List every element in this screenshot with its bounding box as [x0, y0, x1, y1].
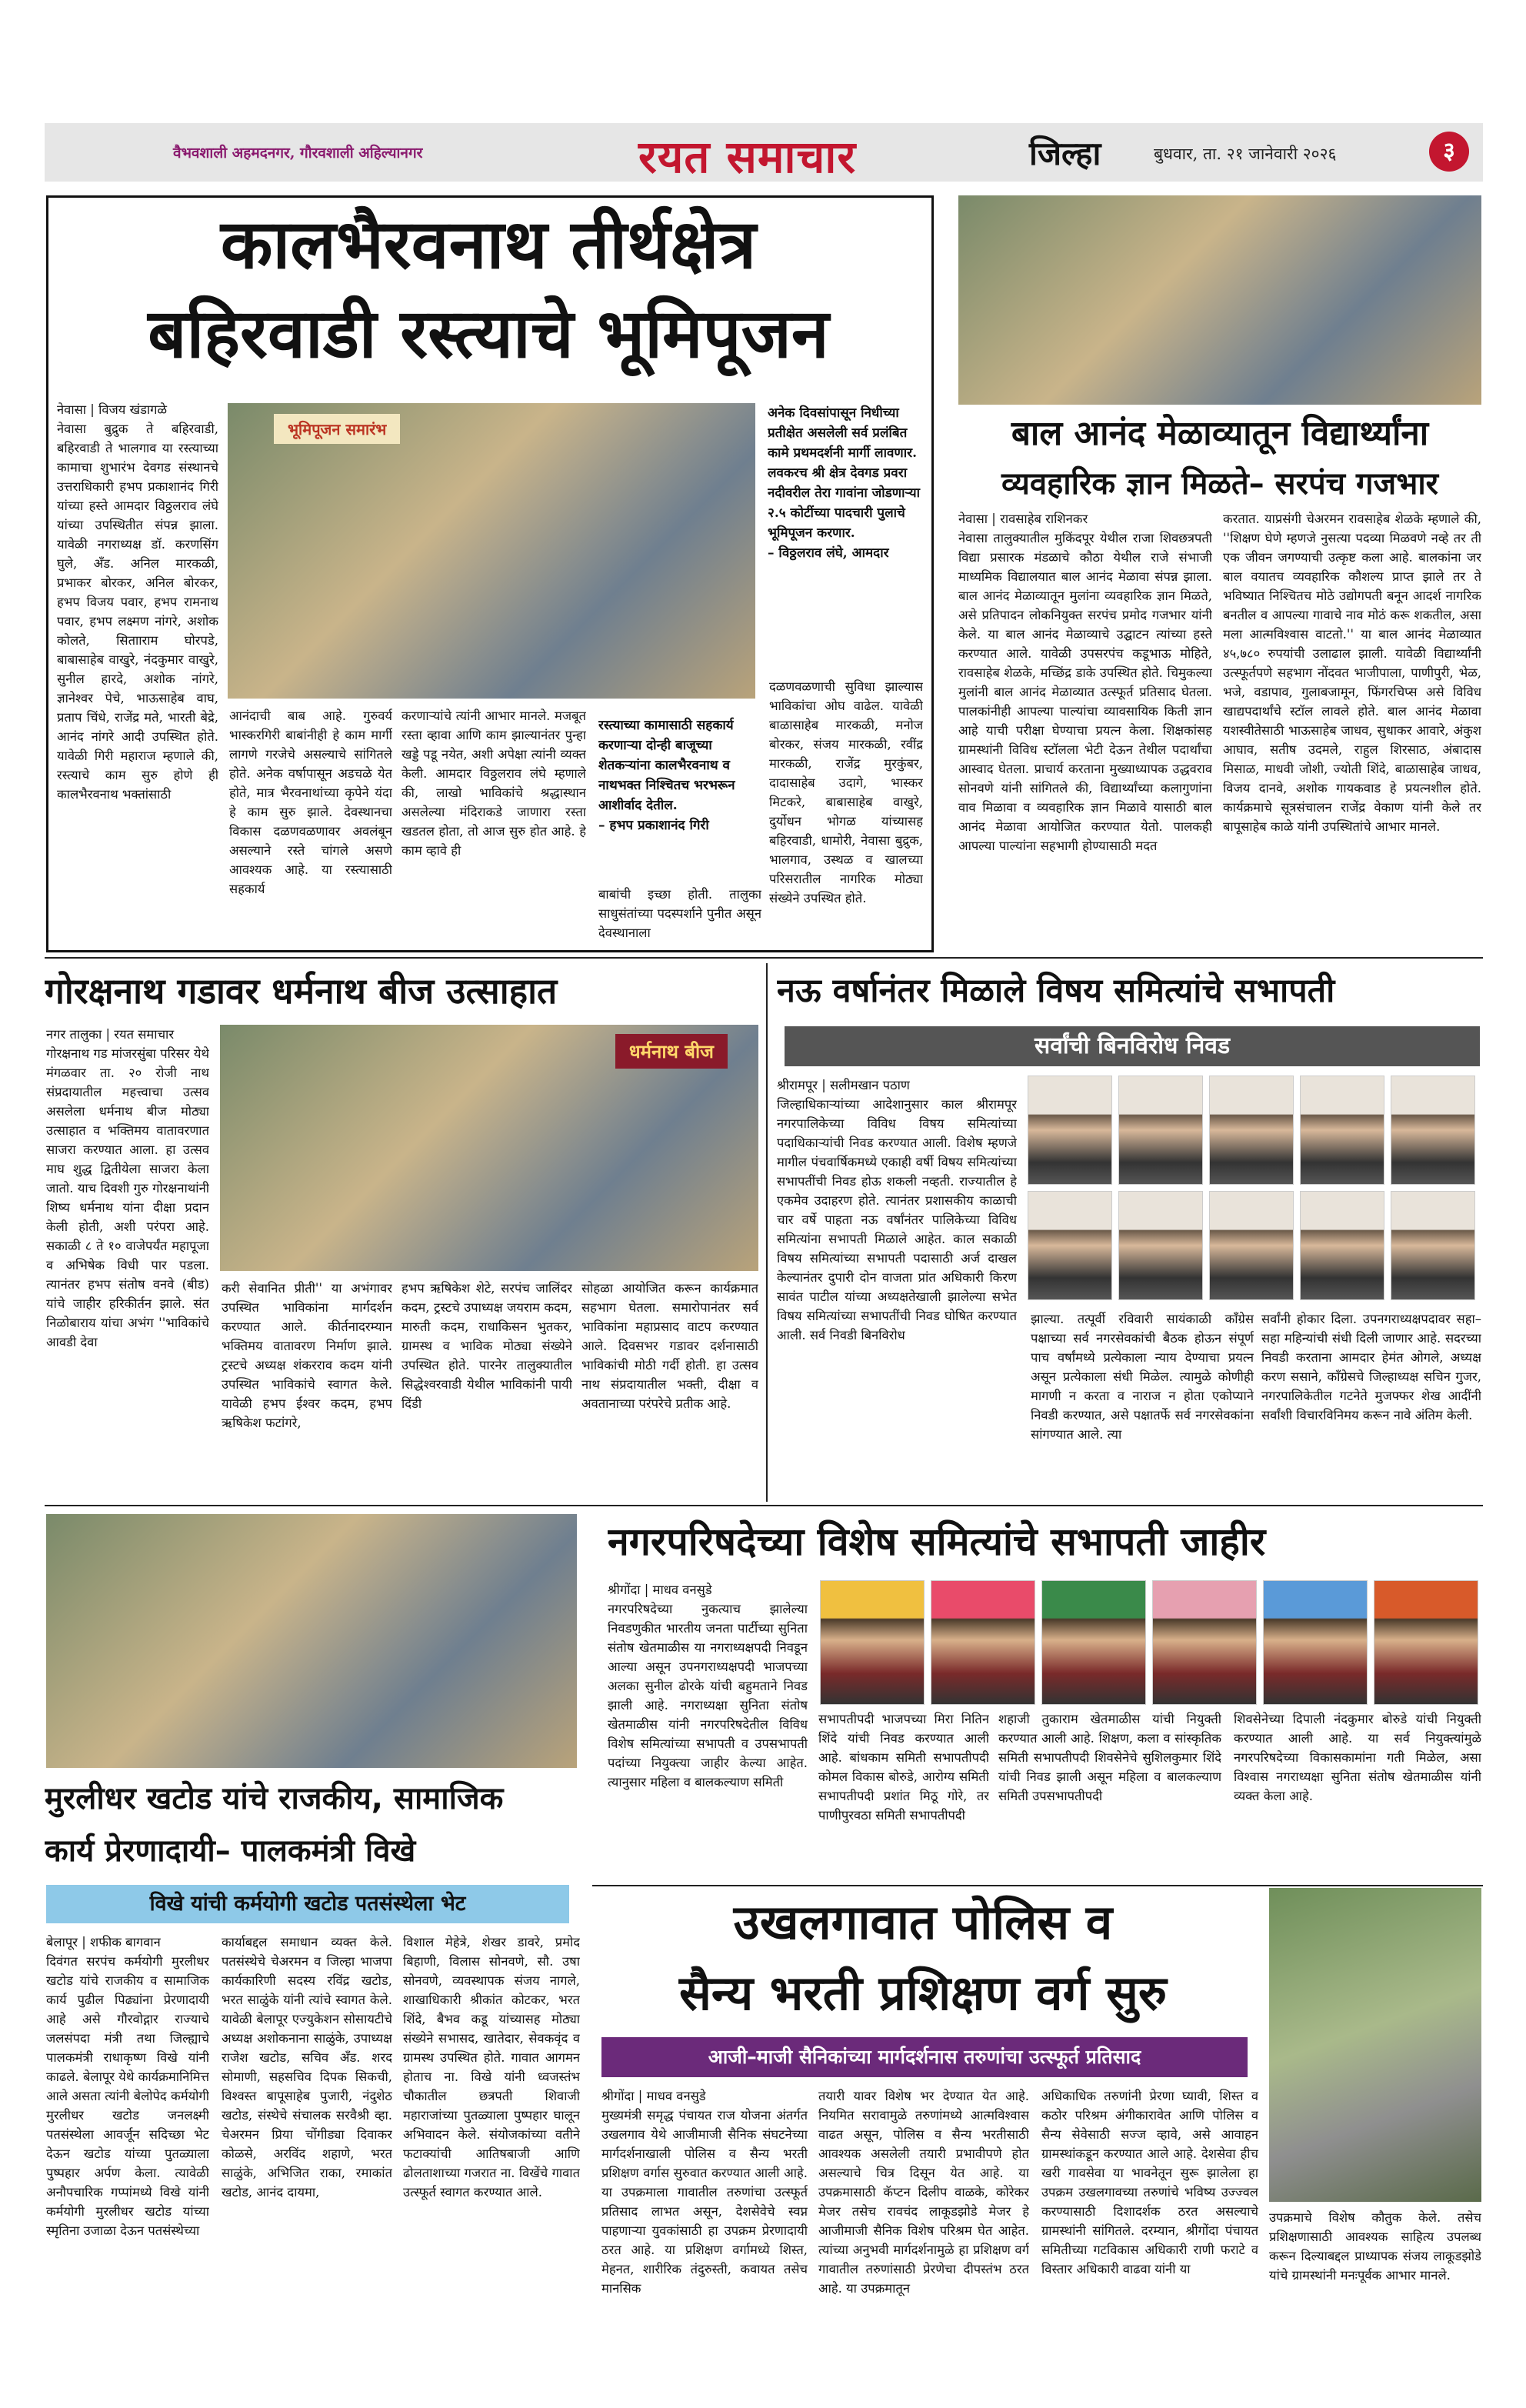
story1-photo-banner: भूमिपूजन समारंभ — [274, 414, 400, 444]
story3-column-2: करी सेवानित प्रीती'' या अभंगावर उपस्थित भाविकांना मार्गदर्शन करण्यात आले. कीर्तनादरम्यान भक्तिमय वातावरण निर्माण झाले. ट्रस्टचे अध्यक्ष शंकरराव कदम यांनी उपस्थित भाविकांचे स्वागत केले. यावेळी हभप ईश्वर कदम, हभप ऋषिकेश फटांगरे, — [222, 1281, 392, 1430]
councillor-portrait — [1118, 1076, 1203, 1185]
councillor-portrait — [1028, 1076, 1112, 1185]
story7-column-3: अधिकाधिक तरुणांनी प्रेरणा घ्यावी, शिस्त व कठोर परिश्रम अंगीकारावेत आणि पोलिस व सैन्य सेवेसाठी सज्ज व्हावे, असे आवाहन ग्रामस्थांकडून करण्यात आले आहे. देशसेवा हीच खरी गावसेवा या भावनेतून सुरू झालेला हा उपक्रम उखलगावच्या तरुणांचे भविष्य उज्ज्वल करण्यासाठी दिशादर्शक ठरत असल्याचे ग्रामस्थांनी सांगितले. दरम्यान, श्रीगोंदा पंचायत समितीच्या गटविकास अधिकारी राणी फराटे व विस्तार अधिकारी वाढवा यांनी या — [1041, 2089, 1258, 2276]
chairperson-portrait — [1041, 1580, 1146, 1705]
story1-column-3: करणाऱ्यांचे त्यांनी आभार मानले. मजबूत रस्ता व्हावा आणि काम झाल्यानंतर पुन्हा खड्डे पडू नयेत, अशी अपेक्षा त्यांनी व्यक्त केली. आमदार विठ्ठलराव लंघे म्हणाले की, लाखो भाविकांचे श्रद्धास्थान असलेल्या मंदिराकडे जाणारा रस्ता खडतल होता, तो आज सुरु होत आहे. हे काम व्हावे ही — [401, 709, 586, 858]
story6-column-4: शिवसेनेच्या दिपाली नंदकुमार बोरुडे यांची नियुक्ती करण्यात आली आहे. या सर्व नियुक्त्यांमुळे नगरपरिषदेच्या विकासकामांना गती मिळेल, असा विश्वास नगराध्यक्षा सुनिता संतोष खेतमाळीस यांनी व्यक्त केला आहे. — [1234, 1712, 1481, 1803]
chairperson-portrait — [820, 1580, 925, 1705]
story3-column-4: सोहळा आयोजित करून कार्यक्रमात सहभाग घेतला. समारोपानंतर सर्व भाविकांना महाप्रसाद वाटप करण्यात आले. दिवसभर गडावर दर्शनासाठी भाविकांची मोठी गर्दी होती. हा उत्सव नाथ संप्रदायातील भक्ती, दीक्षा व अवतानाच्या परंपरेचे प्रतीक आहे. — [581, 1281, 758, 1411]
story1-quote-attribution: – विठ्ठलराव लंघे, आमदार — [768, 545, 889, 561]
story6-portrait-row — [820, 1580, 1483, 1705]
story3-photo-banner: धर्मनाथ बीज — [615, 1034, 728, 1069]
story5-column-1: बेलापूर | शफीक बागवान दिवंगत सरपंच कर्मयोगी मुरलीधर खटोड यांचे राजकीय व सामाजिक कार्य पुढील पिढ्यांना प्रेरणादायी आहे असे गौरवोद्गार राज्याचे जलसंपदा मंत्री तथा जिल्ह्याचे पालकमंत्री राधाकृष्ण विखे यांनी काढले. बेलापूर येथे कार्यक्रमानिमित्त आले असता त्यांनी बेलोपेद कर्मयोगी मुरलीधर खटोड जनलक्ष्मी पतसंस्थेला आवर्जून सदिच्छा भेट देऊन खटोड यांच्या पुतळ्याला पुष्पहार अर्पण केला. त्यावेळी अनौपचारिक गप्पांमध्ये विखे यांनी कर्मयोगी मुरलीधर खटोड यांच्या स्मृतिना उजाळा देऊन पतसंस्थेच्या — [46, 1935, 209, 2238]
story3-photo — [220, 1025, 758, 1271]
story7-photo — [1269, 1888, 1481, 2202]
divider-3 — [592, 1885, 1483, 1886]
chairperson-portrait — [1374, 1580, 1478, 1705]
story1-photo — [228, 403, 755, 699]
paper-logo: रयत समाचार — [638, 131, 857, 183]
story2-headline-line2: व्यवहारिक ज्ञान मिळते– सरपंच गजभार — [1001, 466, 1439, 502]
story3-headline: गोरक्षनाथ गडावर धर्मनाथ बीज उत्साहात — [45, 970, 558, 1012]
story7-column-4: उपक्रमाचे विशेष कौतुक केले. तसेच प्रशिक्षणासाठी आवश्यक साहित्य उपलब्ध करून दिल्याबद्दल प्राध्यापक संजय लाकूडझोडे यांचे ग्रामस्थांनी मनःपूर्वक आभार मानले. — [1269, 2210, 1481, 2283]
councillor-portrait — [1300, 1191, 1384, 1300]
story6-column-1: श्रीगोंदा | माधव वनसुडे नगरपरिषदेच्या नुकत्याच झालेल्या निवडणुकीत भारतीय जनता पार्टीच्या सुनिता संतोष खेतमाळीस या नगराध्यक्षपदी निवडून आल्या असून उपनगराध्यक्षपदी भाजपच्या अलका सुनील ढोरके यांची बहुमताने निवड झाली आहे. नगराध्यक्षा सुनिता संतोष खेतमाळीस यांनी नगरपरिषदेतील विविध विशेष समित्यांच्या सभापती व उपसभापती पदांच्या नियुक्त्या जाहीर केल्या आहेत. त्यानुसार महिला व बालकल्याण समिती — [608, 1583, 808, 1789]
chairperson-portrait — [1152, 1580, 1257, 1705]
story1-column-2: आनंदाची बाब आहे. गुरुवर्य भास्करगिरी बाबांनीही हे काम मार्गी लागणे गरजेचे असल्याचे सांगितले होते. अनेक वर्षापासून अडचळे येत होते, मात्र भैरवनाथांच्या कृपेने यंदा हे काम सुरु झाले. देवस्थानचा विकास दळणवळणावर अवलंबून असल्याने रस्ते चांगले असणे आवश्यक आहे. या रस्त्यासाठी सहकार्य — [229, 709, 392, 896]
story5-photo — [46, 1514, 577, 1768]
story7-subhead-bar: आजी–माजी सैनिकांच्या मार्गदर्शनास तरुणांचा उत्स्फूर्त प्रतिसाद — [601, 2037, 1248, 2077]
story1-quote2-attribution: – हभप प्रकाशानंद गिरी — [598, 818, 709, 833]
story1-quote-box — [768, 403, 921, 680]
story1-quote2-text: रस्त्याच्या कामासाठी सहकार्य करणाऱ्या दोन्ही बाजूच्या शेतकऱ्यांना कालभैरवनाथ व नाथभक्त निश्चितच भरभरून आशीर्वाद देतील. — [598, 718, 735, 813]
story2-column-1: नेवासा | रावसाहेब राशिनकर नेवासा तालुक्यातील मुकिंदपूर येथील राजा शिवछत्रपती विद्या प्रसारक मंडळाचे कौठा येथील राजे संभाजी माध्यमिक विद्यालयात बाल आनंद मेळावा संपन्न झाला. बाल आनंद मेळाव्यातून मुलांना व्यवहारिक ज्ञान मिळते, असे प्रतिपादन लोकनियुक्त सरपंच प्रमोद गजभार यांनी केले. या बाल आनंद मेळाव्याचे उद्घाटन त्यांच्या हस्ते करण्यात आले. यावेळी उपसरपंच कडूभाऊ मोहिते, रावसाहेब शेळके, मच्छिंद्र डाके उपस्थित होते. चिमुकल्या मुलांनी बाल आनंद मेळाव्यात उत्स्फूर्त प्रतिसाद घेतला. पालकांनीही आपल्या पाल्यांचा व्यावसायिक किती ज्ञान आहे याची परीक्षा घेण्याचा प्रयत्न केला. शिक्षकांसह ग्रामस्थांनी विविध स्टॉलला भेटी देऊन तेथील पदार्थांचा आस्वाद घेतला. प्राचार्य करताना मुख्याध्यापक उद्धवराव सोनवणे यांनी सांगितले की, विद्यार्थ्यांच्या कलागुणांना वाव मिळावा व व्यवहारिक ज्ञान मिळावे यासाठी बाल आनंद मेळावा आयोजित करण्यात येतो. पालकही आपल्या पाल्यांना सहभागी होण्यासाठी मदत — [958, 512, 1212, 853]
divider-2 — [45, 1505, 1483, 1506]
story6-column-3: शहाजी तुकाराम खेतमाळीस यांची नियुक्ती करण्यात आली आहे. शिक्षण, कला व सांस्कृतिक समिती सभापतीपदी शिवसेनेचे सुशिलकुमार शिंदे यांची निवड झाली असून महिला व बालकल्याण समिती उपसभापतीपदी — [998, 1712, 1221, 1803]
chairperson-portrait — [931, 1580, 1035, 1705]
story1-column-1: नेवासा | विजय खंडागळे नेवासा बुद्रुक ते बहिरवाडी, बहिरवाडी ते भालगाव या रस्त्याच्या कामाचा शुभारंभ देवगड संस्थानचे उत्तराधिकारी हभप प्रकाशानंद गिरी यांच्या हस्ते आमदार विठ्ठलराव लंघे यांच्या उपस्थितीत संपन्न झाला. यावेळी नगराध्यक्ष डॉ. करणसिंग घुले, अँड. अनिल मारकळी, प्रभाकर बोरकर, अनिल बोरकर, हभप विजय पवार, हभप रामनाथ पवार, हभप लक्ष्मण नांगरे, अशोक कोलते, सितााराम घोरपडे, बाबासाहेब वाखुरे, नंदकुमार वाखुरे, सुनील हारदे, अशोक नांगरे, ज्ञानेश्वर पेचे, भाऊसाहेब वाघ, प्रताप चिंधे, राजेंद्र मते, भारती बेद्रे, आनंद नांगरे आदी उपस्थित होते. यावेळी गिरी महाराज म्हणाले की, रस्त्याचे काम सुरु होणे ही कालभैरवनाथ भक्तांसाठी — [57, 402, 218, 802]
chairperson-portrait — [1263, 1580, 1368, 1705]
page-number: ३ — [1443, 138, 1455, 165]
story1-column-5: दळणवळणाची सुविधा झाल्यास भाविकांचा ओघ वाढेल. यावेळी बाळासाहेब मारकळी, मनोज बोरकर, संजय मारकळी, रवींद्र मारकळी, राजेंद्र मुरकुंबर, दादासाहेब उदागे, भास्कर मिटकरे, बाबासाहेब वाखुरे, दुर्योधन भोगळ यांच्यासह बहिरवाडी, धामोरी, नेवासा बुद्रुक, भालगाव, उस्थळ व खालच्या परिसरातील नागरिक मोठ्या संख्येने उपस्थित होते. — [769, 679, 923, 906]
story1-headline-line1: कालभैरवनाथ तीर्थक्षेत्र — [220, 205, 757, 284]
story7-headline-line1: उखलगावात पोलिस व — [733, 1894, 1113, 1950]
story3-column-1: नगर तालुका | रयत समाचार गोरक्षनाथ गड मांजरसुंबा परिसर येथे मंगळवार ता. २० रोजी नाथ संप्रदायातील महत्त्वाचा उत्सव असलेला धर्मनाथ बीज मोठ्या उत्साहात व भक्तिमय वातावरणात साजरा करण्यात आला. हा उत्सव माघ शुद्ध द्वितीयेला साजरा केला जातो. याच दिवशी गुरु गोरक्षनाथांनी शिष्य धर्मनाथ यांना दीक्षा प्रदान केली होती, अशी परंपरा आहे. सकाळी ८ ते १० वाजेपर्यंत महापूजा व अभिषेक विधी पार पडला. त्यानंतर हभप संतोष वनवे (बीड) यांचे जाहीर हरिकीर्तन झाले. संत निळोबाराय यांचा अभंग ''भाविकांचे आवडी देवा — [46, 1027, 209, 1349]
councillor-portrait — [1300, 1076, 1384, 1185]
story4-column-3: सर्वांनी होकार दिला. उपनगराध्यक्षपदावर सहा–सहा महिन्यांची संधी दिली जाणार आहे. सदरच्या निवडी करताना आमदार हेमंत ओगले, अध्यक्ष करण ससाने, काँग्रेसचे जिल्हाध्यक्ष सचिन गुजर, नगरपालिकेतील गटनेते मुजफ्फर शेख आदींनी सर्वांशी विचारविनिमय करून नावे अंतिम केली. — [1261, 1312, 1481, 1422]
councillor-portrait — [1209, 1076, 1294, 1185]
story5-subhead-bar: विखे यांची कर्मयोगी खटोड पतसंस्थेला भेट — [46, 1885, 569, 1923]
story5-column-2: कार्याबद्दल समाधान व्यक्त केले. पतसंस्थेचे चेअरमन व जिल्हा भाजपा कार्यकारिणी सदस्य रविंद्र खटोड, भरत साळुंके यांनी त्यांचे स्वागत केले. यावेळी बेलापूर एज्युकेशन सोसायटीचे अध्यक्ष अशोकनाना साळुंके, उपाध्यक्ष राजेश खटोड, सचिव अँड. शरद सोमाणी, सहसचिव दिपक सिकची, विश्वस्त बापूसाहेब पुजारी, नंदुशेठ खटोड, संस्थेचे संचालक सरवैश्री व्हा. चेअरमन प्रिया चोंगीड्या दिवाकर कोळसे, अरविंद शहाणे, भरत साळुंके, अभिजित राका, रमाकांत खटोड, आनंद दायमा, — [222, 1935, 392, 2200]
councillor-portrait — [1209, 1191, 1294, 1300]
story2-headline-line1: बाल आनंद मेळाव्यातून विद्यार्थ्यांना — [1011, 414, 1429, 453]
story5-headline-line2: कार्य प्रेरणादायी– पालकमंत्री विखे — [45, 1833, 416, 1869]
story1-quote-box-2 — [598, 715, 752, 885]
section-name: जिल्हा — [1029, 135, 1101, 172]
councillor-portrait — [1118, 1191, 1203, 1300]
story1-column-4: बाबांची इच्छा होती. तालुका साधुसंतांच्या पदस्पर्शाने पुनीत असून देवस्थानाला — [598, 887, 761, 940]
story5-column-3: विशाल मेहेत्रे, शेखर डावरे, प्रमोद बिहाणी, विलास सोनवणे, सौ. उषा सोनवणे, व्यवस्थापक संजय नागले, शाखाधिकारी श्रीकांत कोटकर, भरत शिंदे, बैभव कडू यांच्यासह मोठ्या संख्येने सभासद, खातेदार, सेवकवृंद व ग्रामस्थ उपस्थित होते. गावात आगमन होताच ना. विखे यांनी ध्वजस्तंभ चौकातील छत्रपती शिवाजी महाराजांच्या पुतळ्याला पुष्पहार घालून अभिवादन केले. संयोजकांच्या वतीने फटाक्यांची आतिषबाजी आणि ढोलताशाच्या गजरात ना. विखेंचे गावात उत्स्फूर्त स्वागत करण्यात आले. — [403, 1935, 580, 2200]
divider-1 — [45, 957, 1483, 959]
story7-column-2: तयारी यावर विशेष भर देण्यात येत आहे. नियमित सरावामुळे तरुणांमध्ये आत्मविश्वास वाढत असून, पोलिस व सैन्य भरतीसाठी आवश्यक असलेली तयारी प्रभावीपणे होत असल्याचे चित्र दिसून येत आहे. या उपक्रमासाठी कॅप्टन दिलीप वाळके, कोरेकर मेजर तसेच रावचंद लाकूडझोडे मेजर हे आजीमाजी सैनिक विशेष परिश्रम घेत आहेत. त्यांच्या अनुभवी मार्गदर्शनामुळे हा प्रशिक्षण वर्ग गावातील तरुणांसाठी प्रेरणेचा दीपस्तंभ ठरत आहे. या उपक्रमातून — [818, 2089, 1029, 2296]
story7-headline-line2: सैन्य भरती प्रशिक्षण वर्ग सुरु — [679, 1965, 1167, 2021]
story1-quote-text: अनेक दिवसांपासून निधीच्या प्रतीक्षेत असलेली सर्व प्रलंबित कामे प्रथमदर्शनी मार्गी लावणार. लवकरच श्री क्षेत्र देवगड प्रवरा नदीवरील तेरा गावांना जोडणाऱ्या २.५ कोटींच्या पादचारी पुलाचे भूमिपूजन करणार. — [768, 405, 920, 541]
story7-column-1: श्रीगोंदा | माधव वनसुडे मुख्यमंत्री समृद्ध पंचायत राज योजना अंतर्गत उखलगाव येथे आजीमाजी सैनिक संघटनेच्या मार्गदर्शनाखाली पोलिस व सैन्य भरती प्रशिक्षण वर्गास सुरुवात करण्यात आली आहे. या उपक्रमाला गावातील तरुणांचा उत्स्फूर्त प्रतिसाद लाभत असून, देशसेवेचे स्वप्न पाहणाऱ्या युवकांसाठी हा उपक्रम प्रेरणादायी ठरत आहे. या प्रशिक्षण वर्गामध्ये शिस्त, मेहनत, शारीरिक तंदुरुस्ती, कवायत तसेच मानसिक — [601, 2089, 808, 2296]
story6-column-2: सभापतीपदी भाजपच्या मिरा नितिन शिंदे यांची निवड करण्यात आली आहे. बांधकाम समिती सभापतीपदी कोमल विकास बोरुडे, आरोग्य समिती सभापतीपदी प्रशांत मिठू गोरे, तर पाणीपुरवठा समिती सभापतीपदी — [818, 1712, 989, 1823]
issue-date: बुधवार, ता. २१ जानेवारी २०२६ — [1154, 145, 1337, 163]
story2-photo — [958, 195, 1481, 405]
story4-headline: नऊ वर्षानंतर मिळाले विषय समित्यांचे सभापती — [777, 972, 1335, 1010]
story3-column-3: हभप ऋषिकेश शेटे, सरपंच जालिंदर कदम, ट्रस्टचे उपाध्यक्ष जयराम कदम, मारुती कदम, राधाकिसन भुतकर, ग्रामस्थ व भाविक मोठ्या संख्येने उपस्थित होते. पारनेर तालुक्यातील सिद्धेश्वरवाडी येथील भाविकांनी पायी दिंडी — [401, 1281, 572, 1411]
masthead-tagline: वैभवशाली अहमदनगर, गौरवशाली अहिल्यानगर — [173, 145, 423, 162]
councillor-portrait — [1028, 1191, 1112, 1300]
councillor-portrait — [1391, 1191, 1475, 1300]
story1-headline-line2: बहिरवाडी रस्त्याचे भूमिपूजन — [148, 294, 829, 373]
page-number-badge — [1429, 132, 1469, 172]
story4-column-1: श्रीरामपूर | सलीमखान पठाण जिल्हाधिकाऱ्यांच्या आदेशानुसार काल श्रीरामपूर नगरपालिकेच्या विविध विषय समित्यांच्या पदाधिकाऱ्यांची निवड करण्यात आली. विशेष म्हणजे मागील पंचवार्षिकमध्ये एकाही वर्षी विषय समित्यांच्या सभापतींची निवड होऊ शकली नव्हती. राज्यातील हे एकमेव उदाहरण होते. त्यानंतर प्रशासकीय काळाची चार वर्षे पाहता नऊ वर्षांनंतर पालिकेच्या विविध समित्यांना सभापती मिळाले आहेत. काल सकाळी विषय समित्यांच्या सभापती पदासाठी अर्ज दाखल केल्यानंतर दुपारी दोन वाजता प्रांत अधिकारी किरण सावंत पाटील यांच्या अध्यक्षतेखाली झालेल्या सभेत विषय समित्यांच्या सभापतींची निवड घोषित करण्यात आली. सर्व निवडी बिनविरोध — [777, 1078, 1017, 1342]
councillor-portrait — [1391, 1076, 1475, 1185]
story4-portrait-grid — [1028, 1076, 1481, 1306]
story4-column-2: झाल्या. तत्पूर्वी रविवारी सायंकाळी काँग्रेस पक्षाच्या सर्व नगरसेवकांची बैठक होऊन संपूर्ण पाच वर्षांमध्ये प्रत्येकाला न्याय देण्याचा प्रयत्न असून प्रत्येकाला संधी मिळेल. त्यामुळे कोणीही मागणी न करता व नाराज न होता एकोप्याने निवडी करण्यात, असे पक्षातर्फे सर्व नगरसेवकांना सांगण्यात आले. त्या — [1031, 1312, 1254, 1442]
story4-subhead-bar: सर्वांची बिनविरोध निवड — [785, 1026, 1480, 1066]
story2-column-2: करतात. याप्रसंगी चेअरमन रावसाहेब शेळके म्हणाले की, ''शिक्षण घेणे म्हणजे नुसत्या पदव्या मिळवणे नव्हे तर ती एक जीवन जगण्याची उत्कृष्ट कला आहे. बालकांना जर बाल वयातच व्यवहारिक कौशल्य प्राप्त झाले तर ते भविष्यात निश्चितच मोठे उद्योगपती बनून आदर्श नागरिक बनतील व आपल्या गावाचे नाव मोठं करू शकतील, असा मला आत्मविश्वास वाटतो.'' या बाल आनंद मेळाव्यात ४५,७८० रुपयांची उलाढाल झाली. यावेळी विद्यार्थ्यांनी उत्स्फूर्तपणे सहभाग नोंदवत भाजीपाला, पाणीपुरी, भेळ, भजे, वडापाव, गुलाबजामून, फिंगरचिप्स असे विविध खाद्यपदार्थांचे स्टॉल लावले होते. बाल आनंद मेळावा यशस्वीतेसाठी भाऊसाहेब जाधव, सुधाकर आवारे, अंकुश आघाव, सतीष उदमले, राहुल शिरसाठ, अंबादास मिसाळ, माधवी जोशी, ज्योती शिंदे, बाळासाहेब जाधव, विजय दानवे, अशोक गायकवाड हे प्रयत्नशील होते. कार्यक्रमाचे सूत्रसंचालन राजेंद्र वेकाण यांनी केले तर बापूसाहेब काळे यांनी उपस्थितांचे आभार मानले. — [1223, 512, 1481, 834]
divider-vertical — [766, 963, 768, 1502]
story6-headline: नगरपरिषदेच्या विशेष समित्यांचे सभापती जाहीर — [608, 1519, 1266, 1564]
story5-headline-line1: मुरलीधर खटोड यांचे राजकीय, सामाजिक — [45, 1781, 504, 1816]
